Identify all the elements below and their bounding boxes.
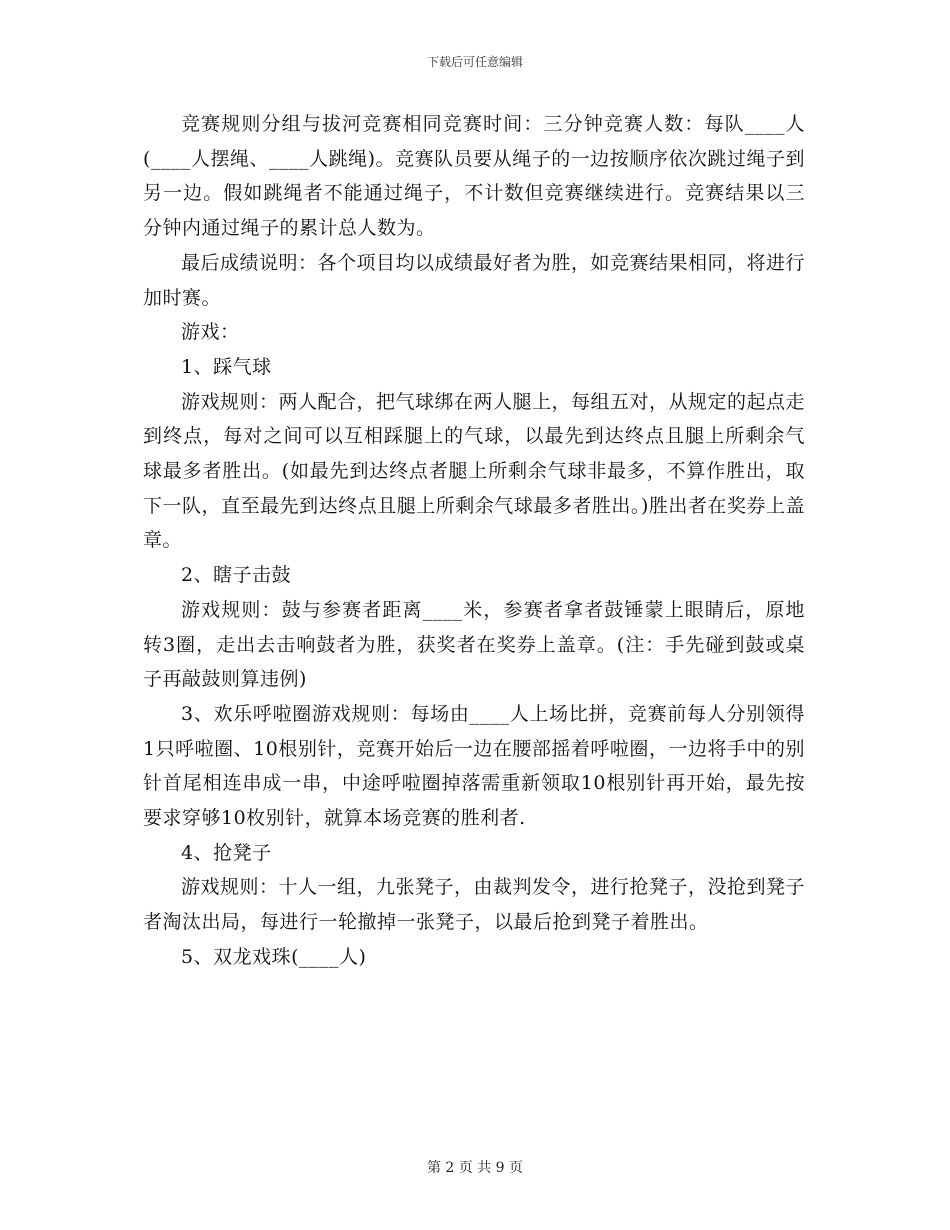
game-heading-1: 1、踩气球 [181, 355, 272, 378]
game-heading-2: 2、瞎子击鼓 [181, 564, 292, 587]
game-rules-2: 游戏规则：鼓与参赛者距离____米，参赛者拿者鼓锤蒙上眼睛后，原地转3圈，走出去击响鼓者为胜，获奖者在奖券上盖章。(注：手先碰到鼓或桌子再敲鼓则算违例) [143, 598, 805, 691]
paragraph-final-score: 最后成绩说明：各个项目均以成绩最好者为胜，如竞赛结果相同，将进行加时赛。 [143, 251, 806, 309]
paragraph-rules: 竞赛规则分组与拔河竞赛相同竞赛时间：三分钟竞赛人数：每队____人(____人摆绳、____人跳绳)。竞赛队员要从绳子的一边按顺序依次跳过绳子到另一边。假如跳绳者不能通过绳子，不计数但竞赛继续进行。竞赛结果以三分钟内通过绳子的累计总人数为。 [143, 113, 805, 240]
page-footer: 第 2 页 共 9 页 [426, 1160, 524, 1176]
game-3-paragraph: 3、欢乐呼啦圈游戏规则：每场由____人上场比拼，竞赛前每人分别领得1只呼啦圈、10根别针，竞赛开始后一边在腰部摇着呼啦圈，一边将手中的别针首尾相连串成一串，中途呼啦圈掉落需重新领取10根别针再开始，最先按要求穿够10枚别针，就算本场竞赛的胜利者. [143, 702, 805, 830]
page-header: 下载后可任意编辑 [426, 55, 523, 69]
section-heading-games: 游戏： [181, 321, 240, 344]
document-body [143, 107, 805, 975]
game-heading-5: 5、双龙戏珠(____人) [181, 945, 367, 968]
game-rules-1: 游戏规则：两人配合，把气球绑在两人腿上，每组五对，从规定的起点走到终点，每对之间可以互相踩腿上的气球，以最先到达终点且腿上所剩余气球最多者胜出。(如最先到达终点者腿上所剩余气球非最多，不算作胜出，取下一队，直至最先到达终点且腿上所剩余气球最多者胜出。)胜出者在奖券上盖章。 [143, 390, 806, 552]
game-rules-4: 游戏规则：十人一组，九张凳子，由裁判发令，进行抢凳子，没抢到凳子者淘汰出局，每进行一轮撤掉一张凳子，以最后抢到凳子着胜出。 [143, 876, 806, 934]
game-heading-4: 4、抢凳子 [181, 841, 272, 864]
